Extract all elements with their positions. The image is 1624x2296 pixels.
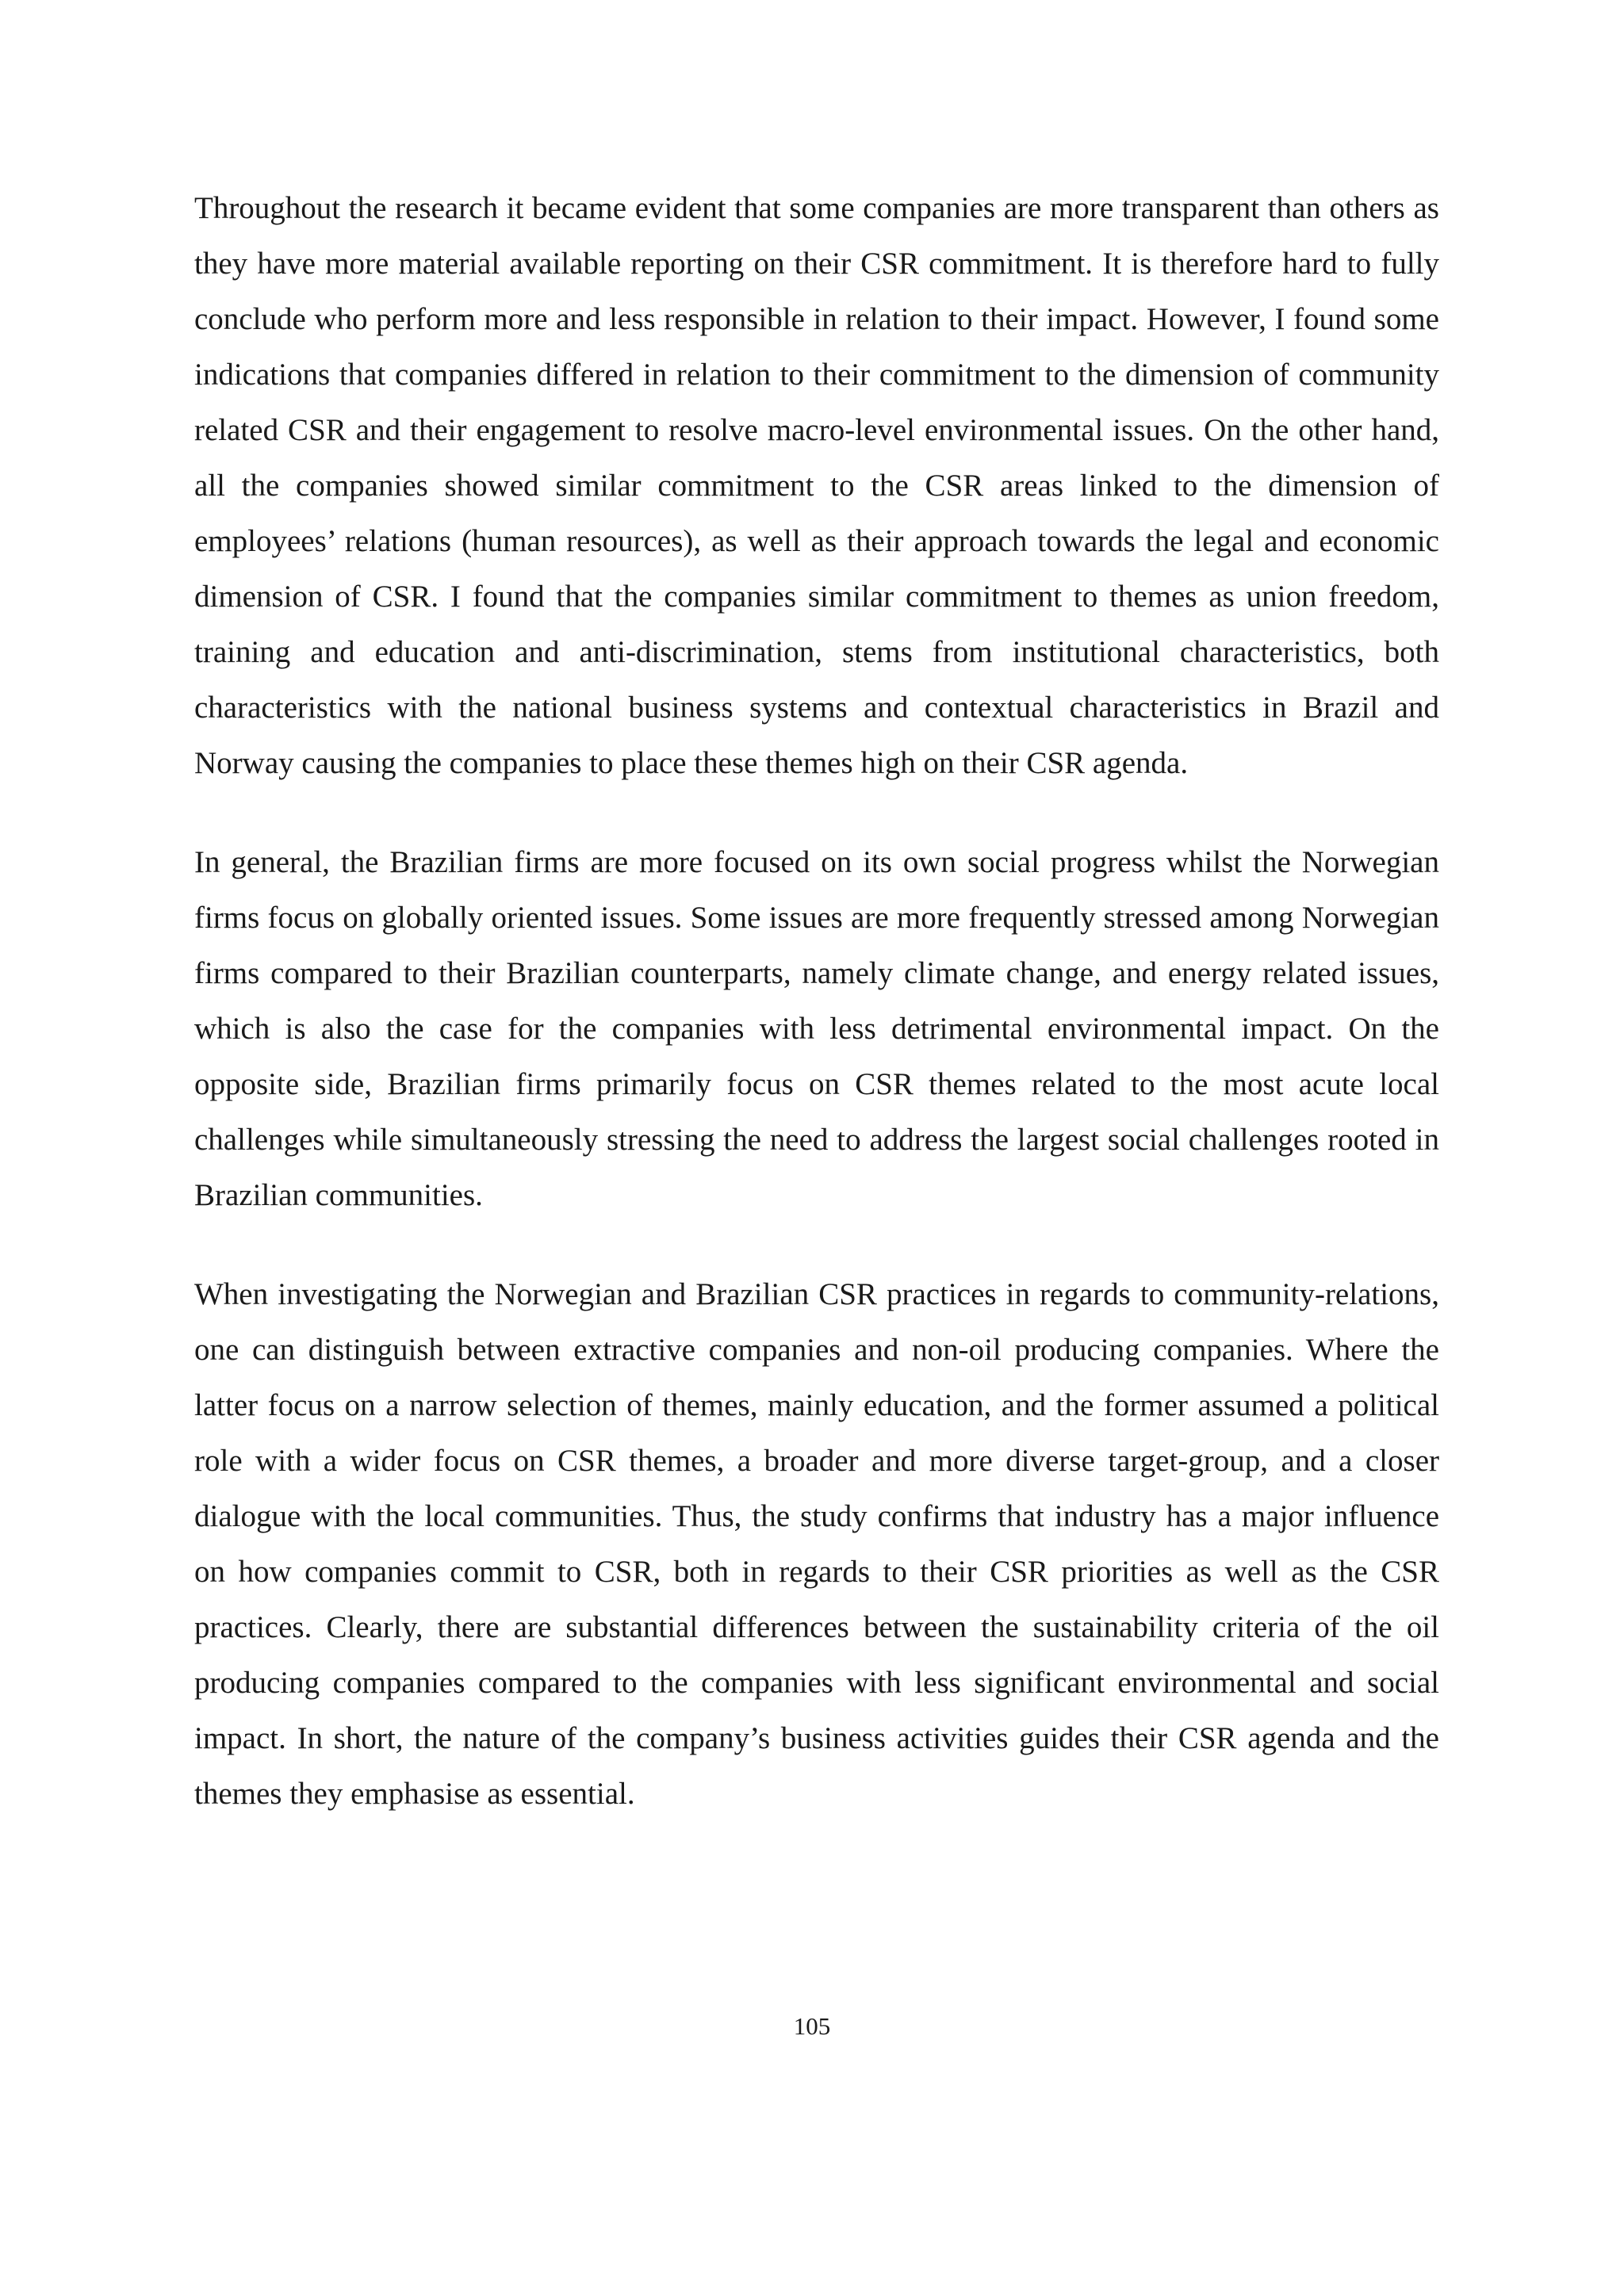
body-text [194, 181, 1439, 1822]
page-number: 105 [793, 2012, 831, 2040]
paragraph-2: In general, the Brazilian firms are more focused on its own social progress whilst the Norwegian firms focus on globally oriented issues. Some issues are more frequently stressed among Norwegian firms compared to their Brazilian counterparts, namely climate change, and energy related issues, which is also the case for the companies with less detrimental environmental impact. On the opposite side, Brazilian firms primarily focus on CSR themes related to the most acute local challenges while simultaneously stressing the need to address the largest social challenges rooted in Brazilian communities. [194, 845, 1439, 1212]
paragraph-1: Throughout the research it became evident that some companies are more transparent than others as they have more material available reporting on their CSR commitment. It is therefore hard to fully conclude who perform more and less responsible in relation to their impact. However, I found some indications that companies differed in relation to their commitment to the dimension of community related CSR and their engagement to resolve macro-level environmental issues. On the other hand, all the companies showed similar commitment to the CSR areas linked to the dimension of employees’ relations (human resources), as well as their approach towards the legal and economic dimension of CSR. I found that the companies similar commitment to themes as union freedom, training and education and anti-discrimination, stems from institutional characteristics, both characteristics with the national business systems and contextual characteristics in Brazil and Norway causing the companies to place these themes high on their CSR agenda. [194, 191, 1439, 780]
paragraph-3: When investigating the Norwegian and Brazilian CSR practices in regards to community-relations, one can distinguish between extractive companies and non-oil producing companies. Where the latter focus on a narrow selection of themes, mainly education, and the former assumed a political role with a wider focus on CSR themes, a broader and more diverse target-group, and a closer dialogue with the local communities. Thus, the study confirms that industry has a major influence on how companies commit to CSR, both in regards to their CSR priorities as well as the CSR practices. Clearly, there are substantial differences between the sustainability criteria of the oil producing companies compared to the companies with less significant environmental and social impact. In short, the nature of the company’s business activities guides their CSR agenda and the themes they emphasise as essential. [194, 1277, 1439, 1811]
